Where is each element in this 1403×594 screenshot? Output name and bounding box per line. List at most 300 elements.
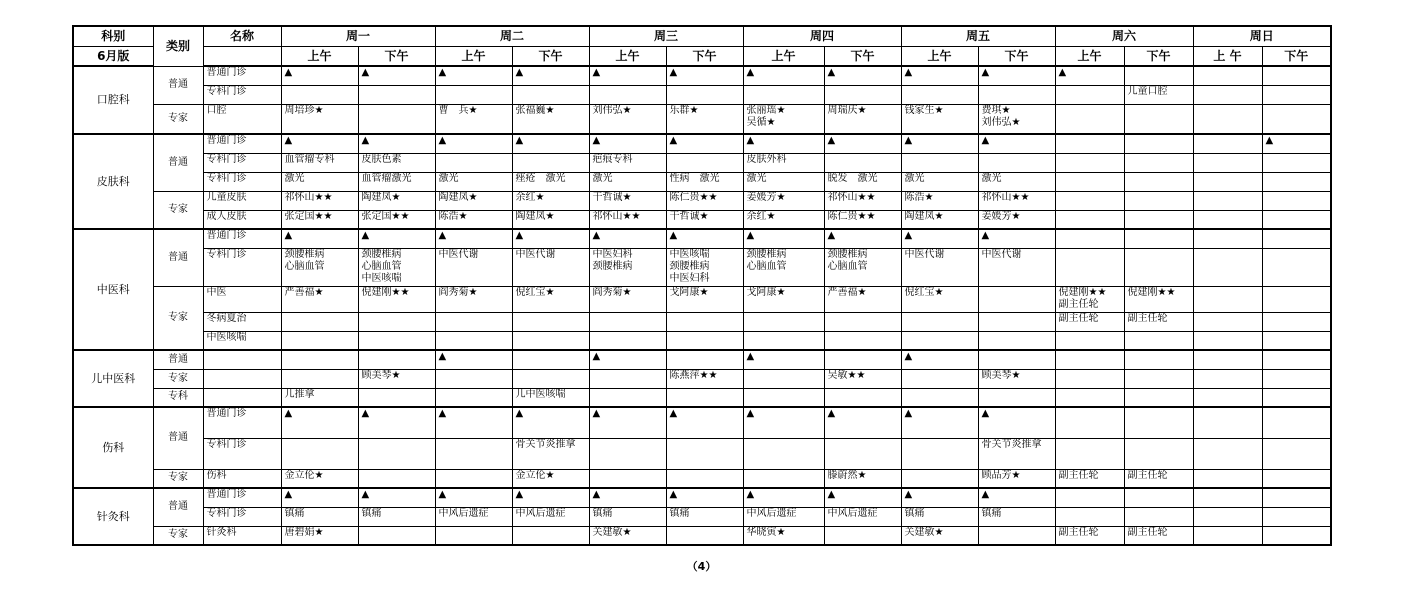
schedule-cell [1124, 172, 1193, 191]
clinic-name: 成人皮肤 [203, 210, 281, 229]
schedule-cell: 中医妇科 颈腰椎病 [589, 248, 666, 286]
schedule-cell [1262, 248, 1331, 286]
schedule-cell [666, 85, 743, 104]
schedule-cell: 关建敏★ [589, 526, 666, 545]
schedule-cell [358, 85, 435, 104]
header-row-halves [73, 46, 1331, 66]
schedule-cell: ▲ [435, 134, 512, 153]
schedule-cell [512, 331, 589, 350]
schedule-cell: 吴敏★★ [824, 369, 901, 388]
schedule-cell [1124, 507, 1193, 526]
schedule-cell [978, 350, 1055, 369]
schedule-cell: 祁怀山★★ [824, 191, 901, 210]
schedule-cell [1193, 229, 1262, 248]
schedule-cell [1055, 407, 1124, 438]
table-row [73, 134, 1331, 153]
schedule-cell: 颈腰椎病 心脑血管 [743, 248, 824, 286]
table-row [73, 66, 1331, 85]
schedule-cell: 儿中医咳喘 [512, 388, 589, 407]
schedule-cell [1124, 134, 1193, 153]
schedule-cell: ▲ [435, 350, 512, 369]
schedule-cell: 中医代谢 [901, 248, 978, 286]
schedule-cell: 干哲诚★ [589, 191, 666, 210]
schedule-cell [1124, 331, 1193, 350]
schedule-cell [824, 388, 901, 407]
schedule-cell: ▲ [435, 488, 512, 507]
table-row [73, 369, 1331, 388]
schedule-cell [512, 350, 589, 369]
schedule-cell [1262, 388, 1331, 407]
header-day: 周日 [1193, 26, 1331, 46]
schedule-cell [978, 153, 1055, 172]
header-half: 下午 [824, 46, 901, 66]
clinic-name: 口腔 [203, 104, 281, 134]
schedule-cell [978, 85, 1055, 104]
schedule-cell [435, 388, 512, 407]
table-row [73, 312, 1331, 331]
schedule-cell: 中风后遗症 [435, 507, 512, 526]
schedule-cell [1124, 438, 1193, 469]
schedule-cell: 疤痕专科 [589, 153, 666, 172]
schedule-cell [666, 350, 743, 369]
department-label: 中医科 [73, 229, 153, 350]
schedule-cell [1262, 407, 1331, 438]
category-label: 普通 [153, 407, 203, 469]
schedule-cell [666, 153, 743, 172]
schedule-cell [743, 388, 824, 407]
schedule-cell [1262, 210, 1331, 229]
schedule-cell: ▲ [824, 488, 901, 507]
schedule-cell [1055, 507, 1124, 526]
schedule-cell [512, 526, 589, 545]
schedule-cell: ▲ [281, 488, 358, 507]
header-day: 周六 [1055, 26, 1193, 46]
schedule-cell: ▲ [901, 229, 978, 248]
schedule-cell [358, 104, 435, 134]
schedule-cell [1055, 172, 1124, 191]
schedule-cell: ▲ [512, 488, 589, 507]
schedule-cell: ▲ [901, 488, 978, 507]
clinic-name [203, 369, 281, 388]
schedule-cell [1193, 407, 1262, 438]
schedule-cell: 骨关节炎推拿 [978, 438, 1055, 469]
header-half: 下午 [1124, 46, 1193, 66]
schedule-cell: 副主任轮 [1055, 526, 1124, 545]
table-row [73, 286, 1331, 312]
schedule-cell [589, 388, 666, 407]
schedule-cell: 严善福★ [281, 286, 358, 312]
schedule-cell [901, 369, 978, 388]
schedule-cell [1193, 438, 1262, 469]
schedule-cell: ▲ [512, 407, 589, 438]
schedule-cell: ▲ [743, 407, 824, 438]
schedule-cell [666, 388, 743, 407]
header-half: 上午 [281, 46, 358, 66]
schedule-cell [1193, 388, 1262, 407]
schedule-cell [281, 85, 358, 104]
schedule-cell [589, 469, 666, 488]
schedule-cell: 皮肤外科 [743, 153, 824, 172]
schedule-cell [1124, 66, 1193, 85]
schedule-cell [358, 526, 435, 545]
schedule-cell [901, 331, 978, 350]
schedule-cell [589, 85, 666, 104]
schedule-cell: 唐碧娟★ [281, 526, 358, 545]
schedule-cell: ▲ [978, 407, 1055, 438]
schedule-cell [1262, 85, 1331, 104]
schedule-cell: ▲ [512, 66, 589, 85]
schedule-cell: ▲ [743, 350, 824, 369]
schedule-cell: ▲ [358, 66, 435, 85]
category-label: 普通 [153, 350, 203, 369]
schedule-cell: 镇痛 [358, 507, 435, 526]
schedule-cell: 副主任轮 [1124, 469, 1193, 488]
schedule-cell: ▲ [666, 488, 743, 507]
schedule-cell: ▲ [978, 66, 1055, 85]
schedule-cell: 乐群★ [666, 104, 743, 134]
schedule-cell [1262, 350, 1331, 369]
header-half: 下午 [666, 46, 743, 66]
schedule-cell [1262, 229, 1331, 248]
header-half: 下午 [512, 46, 589, 66]
schedule-cell: 脱发 激光 [824, 172, 901, 191]
schedule-cell: 性病 激光 [666, 172, 743, 191]
schedule-cell [358, 312, 435, 331]
header-half: 上午 [1055, 46, 1124, 66]
schedule-cell [1262, 66, 1331, 85]
table-row [73, 229, 1331, 248]
schedule-cell [1055, 210, 1124, 229]
schedule-cell: ▲ [589, 488, 666, 507]
schedule-cell: 周培珍★ [281, 104, 358, 134]
schedule-cell: 陶建凤★ [358, 191, 435, 210]
schedule-cell: 金立伦★ [512, 469, 589, 488]
schedule-cell [512, 312, 589, 331]
schedule-cell [978, 286, 1055, 312]
schedule-cell: ▲ [743, 66, 824, 85]
schedule-cell: 张定国★★ [281, 210, 358, 229]
schedule-cell: 周瑞庆★ [824, 104, 901, 134]
schedule-cell [1262, 331, 1331, 350]
schedule-cell [1193, 191, 1262, 210]
department-label: 口腔科 [73, 66, 153, 134]
schedule-cell: ▲ [824, 134, 901, 153]
schedule-cell: 陈仁贵★★ [824, 210, 901, 229]
schedule-cell [978, 388, 1055, 407]
header-category: 类别 [153, 26, 203, 66]
category-label: 普通 [153, 488, 203, 526]
schedule-cell: 痤疮 激光 [512, 172, 589, 191]
schedule-cell: 儿童口腔 [1124, 85, 1193, 104]
schedule-cell: 中医代谢 [435, 248, 512, 286]
schedule-cell [1055, 134, 1124, 153]
schedule-cell: ▲ [743, 134, 824, 153]
schedule-cell [743, 469, 824, 488]
category-label: 专家 [153, 104, 203, 134]
schedule-cell [435, 85, 512, 104]
schedule-cell: 骨关节炎推拿 [512, 438, 589, 469]
schedule-cell: 关建敏★ [901, 526, 978, 545]
schedule-cell [1124, 210, 1193, 229]
clinic-name: 普通门诊 [203, 407, 281, 438]
header-name: 名称 [203, 26, 281, 46]
schedule-cell: 陈仁贵★★ [666, 191, 743, 210]
schedule-cell [1262, 507, 1331, 526]
schedule-cell: ▲ [435, 407, 512, 438]
schedule-cell: 陈浩★ [901, 191, 978, 210]
schedule-cell: 陶建凤★ [512, 210, 589, 229]
schedule-cell [1055, 153, 1124, 172]
schedule-cell [1193, 248, 1262, 286]
schedule-cell: 张定国★★ [358, 210, 435, 229]
schedule-cell [1055, 248, 1124, 286]
schedule-cell: ▲ [978, 488, 1055, 507]
schedule-cell [743, 438, 824, 469]
schedule-cell: ▲ [901, 134, 978, 153]
schedule-cell: 中医代谢 [978, 248, 1055, 286]
clinic-name: 普通门诊 [203, 488, 281, 507]
schedule-cell: 副主任轮 [1124, 526, 1193, 545]
schedule-cell: 阎秀菊★ [589, 286, 666, 312]
schedule-cell [435, 526, 512, 545]
schedule-cell [824, 526, 901, 545]
clinic-name [203, 388, 281, 407]
table-row [73, 210, 1331, 229]
schedule-cell [1193, 507, 1262, 526]
schedule-cell: 中医代谢 [512, 248, 589, 286]
schedule-cell: 余红★ [512, 191, 589, 210]
schedule-cell [1055, 438, 1124, 469]
header-half: 下午 [978, 46, 1055, 66]
schedule-cell [1124, 191, 1193, 210]
schedule-cell [358, 438, 435, 469]
schedule-cell [589, 438, 666, 469]
schedule-cell [1193, 153, 1262, 172]
category-label: 普通 [153, 66, 203, 104]
clinic-name: 针灸科 [203, 526, 281, 545]
schedule-cell [1055, 350, 1124, 369]
schedule-cell: 祁怀山★★ [281, 191, 358, 210]
schedule-cell [1193, 104, 1262, 134]
schedule-cell [1055, 104, 1124, 134]
schedule-cell: ▲ [589, 407, 666, 438]
schedule-cell: 顾品芳★ [978, 469, 1055, 488]
schedule-cell: 戈阿康★ [743, 286, 824, 312]
schedule-cell: 刘伟弘★ [589, 104, 666, 134]
category-label: 普通 [153, 229, 203, 286]
schedule-cell: 姜媛芳★ [978, 210, 1055, 229]
schedule-cell: 皮肤色素 [358, 153, 435, 172]
schedule-cell: 中风后遗症 [512, 507, 589, 526]
schedule-cell: 华晓寅★ [743, 526, 824, 545]
schedule-cell: ▲ [1262, 134, 1331, 153]
schedule-cell [1262, 469, 1331, 488]
schedule-cell: 张福巍★ [512, 104, 589, 134]
schedule-cell: 激光 [281, 172, 358, 191]
schedule-cell [435, 469, 512, 488]
schedule-cell: 戈阿康★ [666, 286, 743, 312]
schedule-cell: 激光 [743, 172, 824, 191]
header-version: 6月版 [73, 46, 153, 66]
schedule-cell [1193, 286, 1262, 312]
department-label: 伤科 [73, 407, 153, 488]
schedule-cell: ▲ [358, 407, 435, 438]
schedule-cell [435, 438, 512, 469]
schedule-cell: ▲ [589, 134, 666, 153]
schedule-cell [1055, 331, 1124, 350]
schedule-cell [1193, 526, 1262, 545]
clinic-name: 专科门诊 [203, 438, 281, 469]
schedule-cell: ▲ [512, 229, 589, 248]
schedule-cell [666, 438, 743, 469]
schedule-cell [281, 438, 358, 469]
schedule-cell: ▲ [281, 66, 358, 85]
header-half: 上午 [435, 46, 512, 66]
schedule-cell [358, 469, 435, 488]
table-row [73, 507, 1331, 526]
schedule-cell: 激光 [435, 172, 512, 191]
schedule-cell: ▲ [666, 66, 743, 85]
clinic-name: 中医 [203, 286, 281, 312]
schedule-cell [1262, 104, 1331, 134]
schedule-cell: ▲ [589, 229, 666, 248]
table-row [73, 248, 1331, 286]
schedule-cell [1262, 172, 1331, 191]
table-row [73, 438, 1331, 469]
schedule-cell: 颈腰椎病 心脑血管 [281, 248, 358, 286]
schedule-cell: 曹 兵★ [435, 104, 512, 134]
schedule-cell [901, 438, 978, 469]
schedule-cell [978, 331, 1055, 350]
schedule-cell: 陈燕萍★★ [666, 369, 743, 388]
clinic-name: 专科门诊 [203, 172, 281, 191]
schedule-cell: ▲ [281, 407, 358, 438]
schedule-cell: 祁怀山★★ [589, 210, 666, 229]
clinic-name: 专科门诊 [203, 153, 281, 172]
schedule-cell: ▲ [281, 229, 358, 248]
category-label: 专家 [153, 526, 203, 545]
schedule-cell: 镇痛 [978, 507, 1055, 526]
schedule-cell [1124, 229, 1193, 248]
table-row [73, 350, 1331, 369]
schedule-cell [358, 350, 435, 369]
schedule-cell [824, 85, 901, 104]
schedule-cell [978, 526, 1055, 545]
schedule-cell [1193, 469, 1262, 488]
schedule-cell: 激光 [901, 172, 978, 191]
schedule-cell [1262, 438, 1331, 469]
schedule-cell: ▲ [901, 66, 978, 85]
schedule-cell [1193, 488, 1262, 507]
schedule-cell [1193, 66, 1262, 85]
category-label: 专家 [153, 369, 203, 388]
schedule-cell: ▲ [589, 350, 666, 369]
category-label: 专家 [153, 469, 203, 488]
header-half: 上 午 [1193, 46, 1262, 66]
schedule-cell [666, 312, 743, 331]
schedule-cell [743, 331, 824, 350]
header-half: 下午 [358, 46, 435, 66]
schedule-cell [1262, 286, 1331, 312]
schedule-cell: ▲ [978, 134, 1055, 153]
schedule-cell [1262, 153, 1331, 172]
clinic-name: 专科门诊 [203, 85, 281, 104]
schedule-cell: 张丽瑶★ 吴循★ [743, 104, 824, 134]
schedule-cell: ▲ [824, 229, 901, 248]
schedule-cell: 倪建刚★★ [358, 286, 435, 312]
category-label: 普通 [153, 134, 203, 191]
department-label: 皮肤科 [73, 134, 153, 229]
schedule-cell: 颈腰椎病 心脑血管 中医咳喘 [358, 248, 435, 286]
schedule-cell: ▲ [666, 134, 743, 153]
schedule-cell: ▲ [281, 134, 358, 153]
schedule-cell [743, 369, 824, 388]
schedule-cell [1193, 134, 1262, 153]
table-row [73, 469, 1331, 488]
header-dept: 科别 [73, 26, 153, 46]
schedule-cell [589, 369, 666, 388]
schedule-cell [1124, 407, 1193, 438]
clinic-name [203, 350, 281, 369]
schedule-cell: ▲ [358, 134, 435, 153]
schedule-cell [589, 312, 666, 331]
schedule-cell: 祁怀山★★ [978, 191, 1055, 210]
schedule-cell [1055, 229, 1124, 248]
schedule-cell [281, 369, 358, 388]
clinic-name: 普通门诊 [203, 66, 281, 85]
schedule-cell: 倪建刚★★ 副主任轮 [1055, 286, 1124, 312]
clinic-name: 儿童皮肤 [203, 191, 281, 210]
header-row-days [73, 26, 1331, 46]
schedule-cell: 顾美琴★ [358, 369, 435, 388]
schedule-cell: 镇痛 [281, 507, 358, 526]
table-row [73, 331, 1331, 350]
schedule-cell: 镇痛 [666, 507, 743, 526]
schedule-cell: 血管瘤专科 [281, 153, 358, 172]
header-day: 周二 [435, 26, 589, 46]
schedule-cell: 钱家生★ [901, 104, 978, 134]
schedule-cell: 滕蔚然★ [824, 469, 901, 488]
category-label: 专科 [153, 388, 203, 407]
schedule-cell [1055, 369, 1124, 388]
schedule-cell: 顾美琴★ [978, 369, 1055, 388]
schedule-cell: ▲ [901, 407, 978, 438]
schedule-cell [824, 153, 901, 172]
schedule-cell [1193, 172, 1262, 191]
schedule-cell: 儿推拿 [281, 388, 358, 407]
schedule-cell [1193, 350, 1262, 369]
schedule-cell: 余红★ [743, 210, 824, 229]
table-row [73, 526, 1331, 545]
schedule-cell [1124, 104, 1193, 134]
schedule-cell [666, 526, 743, 545]
schedule-cell [1262, 488, 1331, 507]
schedule-cell: 中风后遗症 [743, 507, 824, 526]
clinic-name: 专科门诊 [203, 507, 281, 526]
schedule-cell [743, 85, 824, 104]
schedule-cell [901, 312, 978, 331]
schedule-cell [281, 350, 358, 369]
schedule-cell [666, 331, 743, 350]
schedule-cell: ▲ [901, 350, 978, 369]
schedule-cell [435, 153, 512, 172]
schedule-cell [281, 312, 358, 331]
schedule-cell: ▲ [1055, 66, 1124, 85]
schedule-cell: 镇痛 [901, 507, 978, 526]
clinic-name: 中医咳喘 [203, 331, 281, 350]
header-half: 上午 [743, 46, 824, 66]
department-label: 针灸科 [73, 488, 153, 545]
